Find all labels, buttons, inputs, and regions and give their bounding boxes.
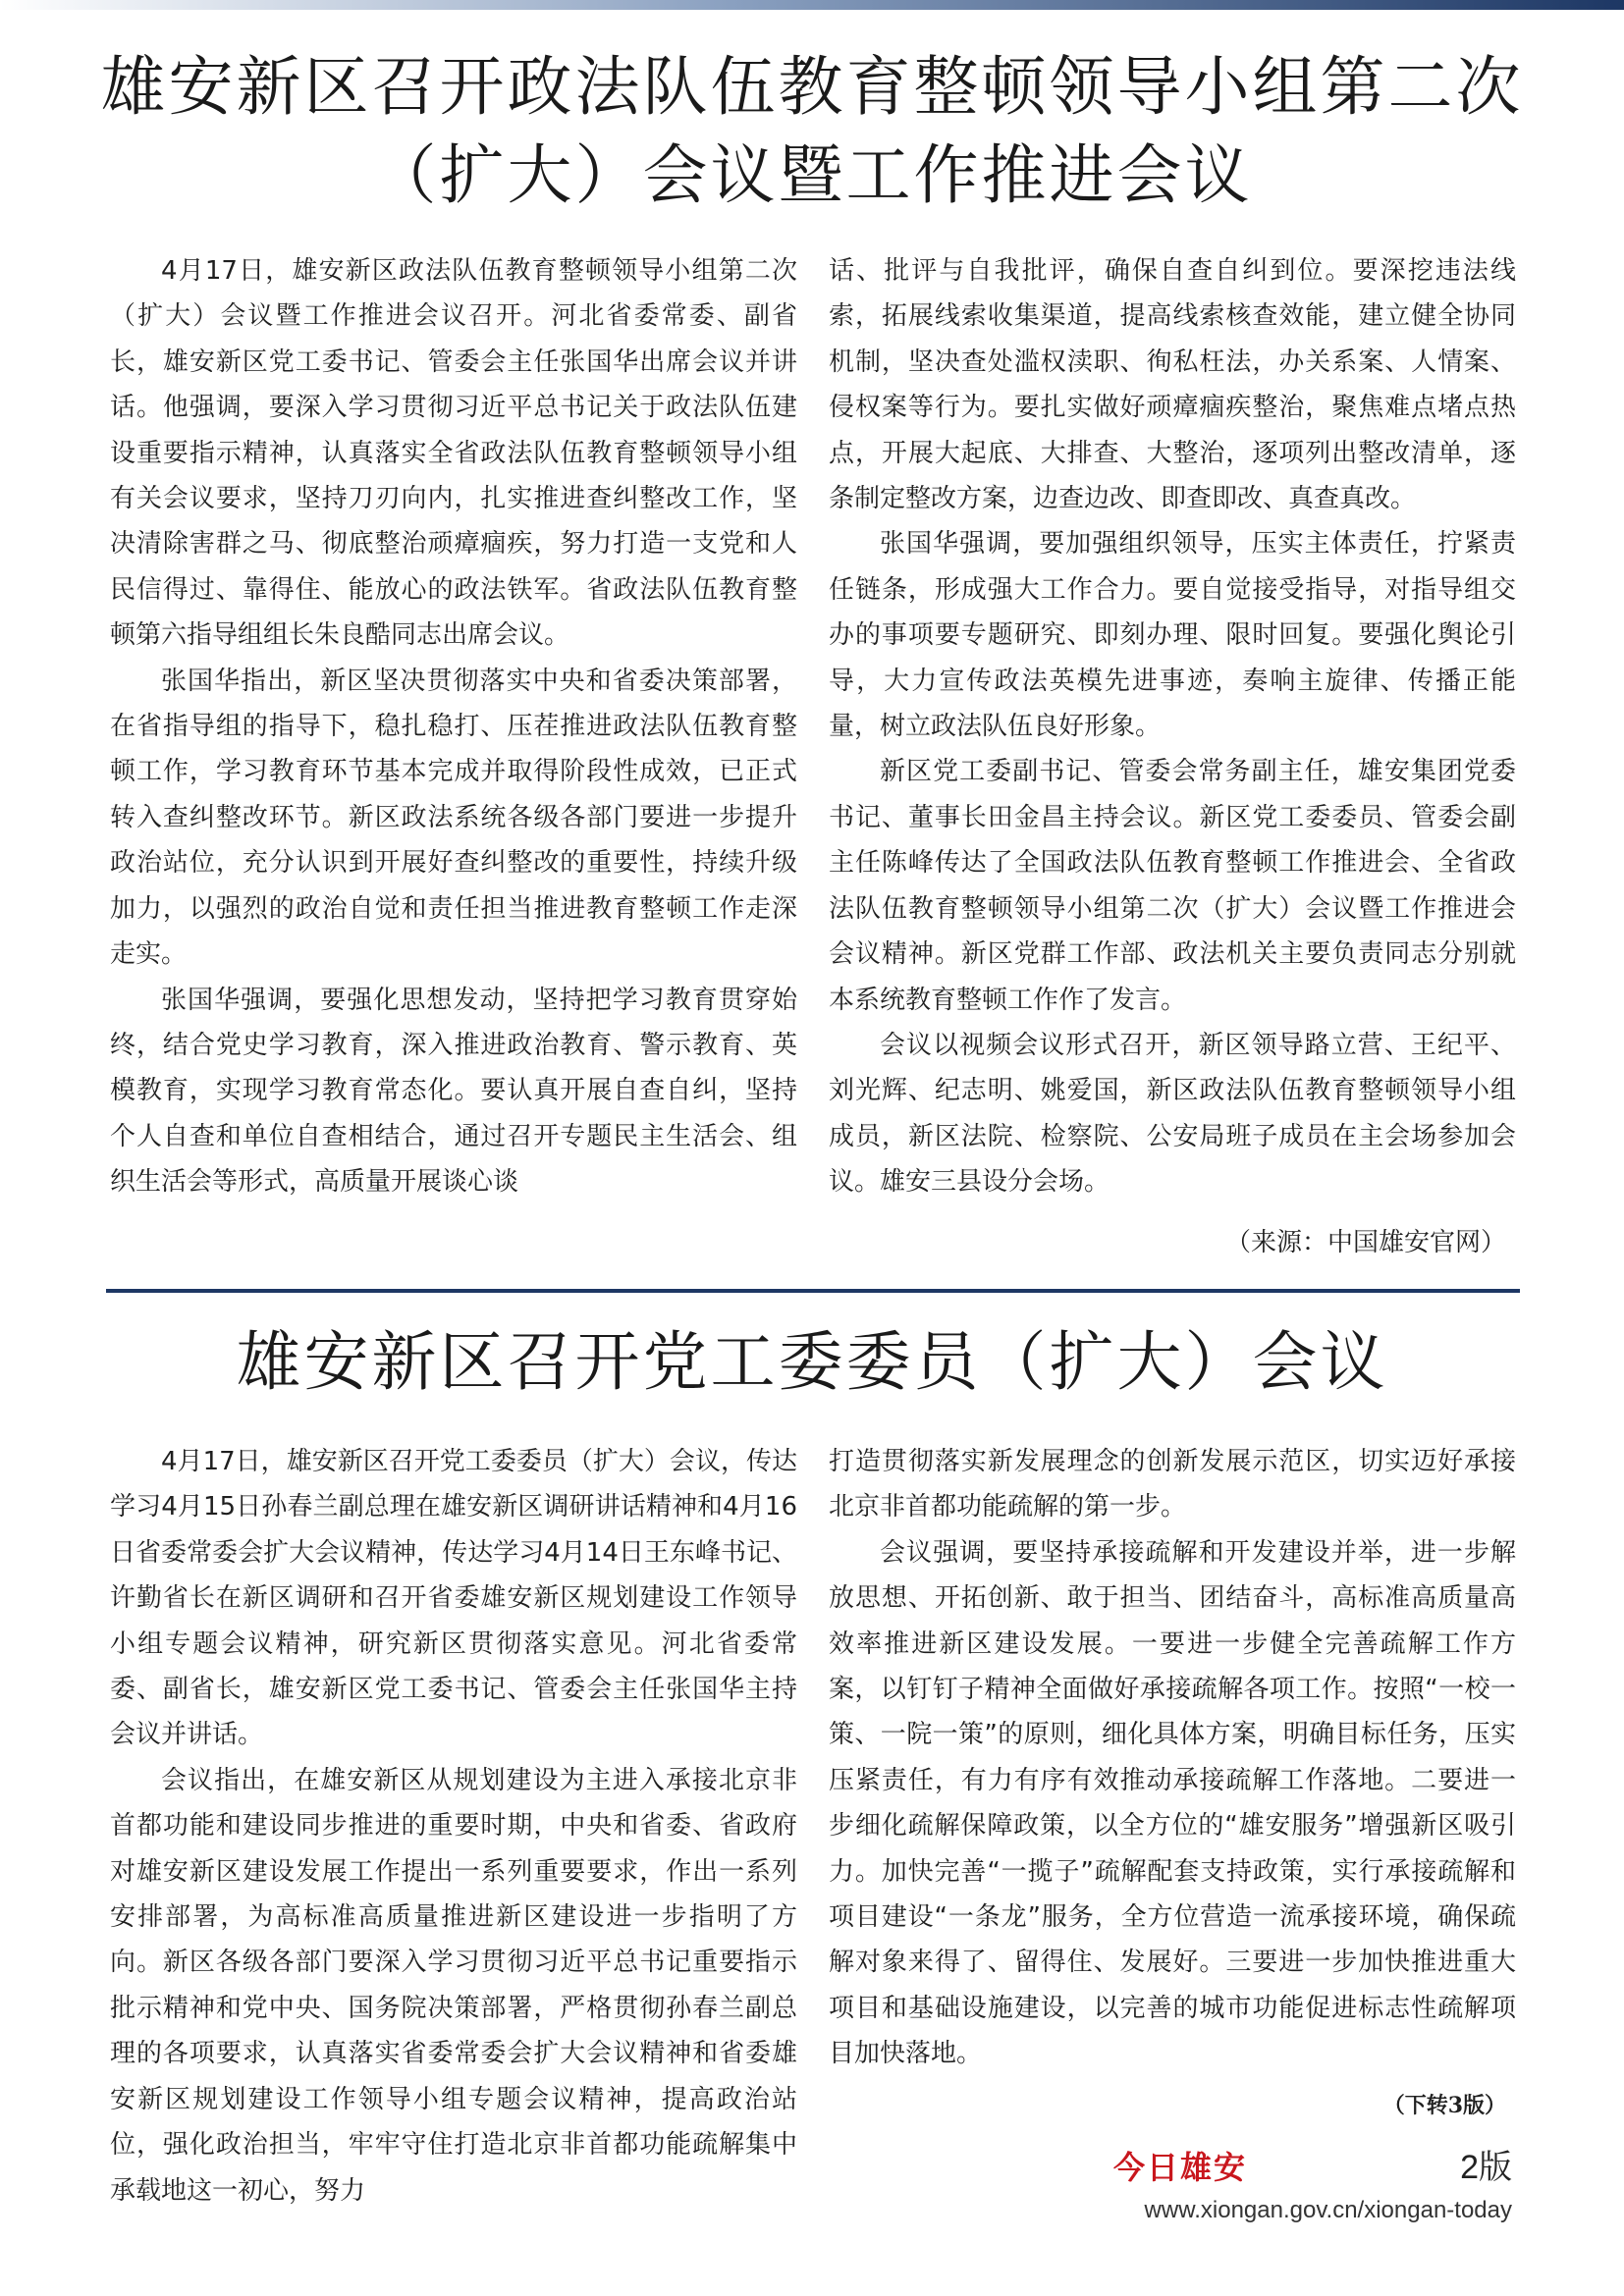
article-2-left-column bbox=[110, 1439, 797, 2214]
article-2-right-column bbox=[829, 1439, 1516, 2077]
article-1-paragraph: 话、批评与自我批评，确保自查自纠到位。要深挖违法线索，拓展线索收集渠道，提高线索核查效能，建立健全协同机制，坚决查处滥权渎职、徇私枉法，办关系案、人情案、侵权案等行为。要扎实做好顽瘴痼疾整治，聚焦难点堵点热点，开展大起底、大排查、大整治，逐项列出整改清单，逐条制定整改方案，边查边改、即查即改、真查真改。 bbox=[829, 256, 1516, 514]
continued-note: （下转3版） bbox=[1382, 2093, 1506, 2118]
article-1-paragraph: 张国华强调，要强化思想发动，坚持把学习教育贯穿始终，结合党史学习教育，深入推进政治教育、警示教育、英模教育，实现学习教育常态化。要认真开展自查自纠，坚持个人自查和单位自查相结合，通过召开专题民主生活会、组织生活会等形式，高质量开展谈心谈 bbox=[110, 985, 797, 1198]
top-decorative-bar bbox=[0, 0, 1624, 10]
publication-logo: 今日雄安 bbox=[1113, 2149, 1248, 2186]
article-2-title: 雄安新区召开党工委委员（扩大）会议 bbox=[236, 1324, 1388, 1400]
article-1-paragraph: 张国华指出，新区坚决贯彻落实中央和省委决策部署，在省指导组的指导下，稳扎稳打、压茬推进政法队伍教育整顿工作，学习教育环节基本完成并取得阶段性成效，已正式转入查纠整改环节。新区政法系统各级各部门要进一步提升政治站位，充分认识到开展好查纠整改的重要性，持续升级加力，以强烈的政治自觉和责任担当推进教育整顿工作走深走实。 bbox=[110, 666, 797, 970]
article-1-source: （来源：中国雄安官网） bbox=[1224, 1228, 1506, 1257]
page-number: 2版 bbox=[1460, 2149, 1512, 2186]
article-2-paragraph: 4月17日，雄安新区召开党工委委员（扩大）会议，传达学习4月15日孙春兰副总理在雄安新区调研讲话精神和4月16日省委常委会扩大会议精神，传达学习4月14日王东峰书记、许勤省长在新区调研和召开省委雄安新区规划建设工作领导小组专题会议精神，研究新区贯彻落实意见。河北省委常委、副省长，雄安新区党工委书记、管委会主任张国华主持会议并讲话。 bbox=[110, 1447, 797, 1750]
article-1-paragraph: 新区党工委副书记、管委会常务副主任，雄安集团党委书记、董事长田金昌主持会议。新区党工委委员、管委会副主任陈峰传达了全国政法队伍教育整顿工作推进会、全省政法队伍教育整顿领导小组第二次（扩大）会议暨工作推进会会议精神。新区党群工作部、政法机关主要负责同志分别就本系统教育整顿工作作了发言。 bbox=[829, 757, 1516, 1015]
article-2-paragraph: 会议强调，要坚持承接疏解和开发建设并举，进一步解放思想、开拓创新、敢于担当、团结奋斗，高标准高质量高效率推进新区建设发展。一要进一步健全完善疏解工作方案，以钉钉子精神全面做好承接疏解各项工作。按照“一校一策、一院一策”的原则，细化具体方案，明确目标任务，压实压紧责任，有力有序有效推动承接疏解工作落地。二要进一步细化疏解保障政策，以全方位的“雄安服务”增强新区吸引力。加快完善“一揽子”疏解配套支持政策，实行承接疏解和项目建设“一条龙”服务，全方位营造一流承接环境，确保疏解对象来得了、留得住、发展好。三要进一步加快推进重大项目和基础设施建设，以完善的城市功能促进标志性疏解项目加快落地。 bbox=[829, 1537, 1516, 2069]
site-url: www.xiongan.gov.cn/xiongan-today bbox=[1144, 2197, 1512, 2223]
article-1-title: 雄安新区召开政法队伍教育整顿领导小组第二次（扩大）会议暨工作推进会议 bbox=[100, 49, 1524, 213]
article-1-paragraph: 4月17日，雄安新区政法队伍教育整顿领导小组第二次（扩大）会议暨工作推进会议召开。河北省委常委、副省长，雄安新区党工委书记、管委会主任张国华出席会议并讲话。他强调，要深入学习贯彻习近平总书记关于政法队伍建设重要指示精神，认真落实全省政法队伍教育整顿领导小组有关会议要求，坚持刀刃向内，扎实推进查纠整改工作，坚决清除害群之马、彻底整治顽瘴痼疾，努力打造一支党和人民信得过、靠得住、能放心的政法铁军。省政法队伍教育整顿第六指导组组长朱良酷同志出席会议。 bbox=[110, 256, 797, 651]
article-1-paragraph: 会议以视频会议形式召开，新区领导路立营、王纪平、刘光辉、纪志明、姚爱国，新区政法队伍教育整顿领导小组成员，新区法院、检察院、公安局班子成员在主会场参加会议。雄安三县设分会场。 bbox=[829, 1030, 1516, 1198]
section-divider bbox=[106, 1289, 1520, 1293]
article-1-paragraph: 张国华强调，要加强组织领导，压实主体责任，拧紧责任链条，形成强大工作合力。要自觉接受指导，对指导组交办的事项要专题研究、即刻办理、限时回复。要强化舆论引导，大力宣传政法英模先进事迹，奏响主旋律、传播正能量，树立政法队伍良好形象。 bbox=[829, 529, 1516, 742]
article-2-paragraph: 打造贯彻落实新发展理念的创新发展示范区，切实迈好承接北京非首都功能疏解的第一步。 bbox=[829, 1447, 1516, 1522]
article-2-paragraph: 会议指出，在雄安新区从规划建设为主进入承接北京非首都功能和建设同步推进的重要时期，中央和省委、省政府对雄安新区建设发展工作提出一系列重要要求，作出一系列安排部署，为高标准高质量推进新区建设进一步指明了方向。新区各级各部门要深入学习贯彻习近平总书记重要指示批示精神和党中央、国务院决策部署，严格贯彻孙春兰副总理的各项要求，认真落实省委常委会扩大会议精神和省委雄安新区规划建设工作领导小组专题会议精神，提高政治站位，强化政治担当，牢牢守住打造北京非首都功能疏解集中承载地这一初心，努力 bbox=[110, 1765, 797, 2206]
article-1-right-column bbox=[829, 248, 1516, 1205]
article-1-left-column bbox=[110, 248, 797, 1205]
